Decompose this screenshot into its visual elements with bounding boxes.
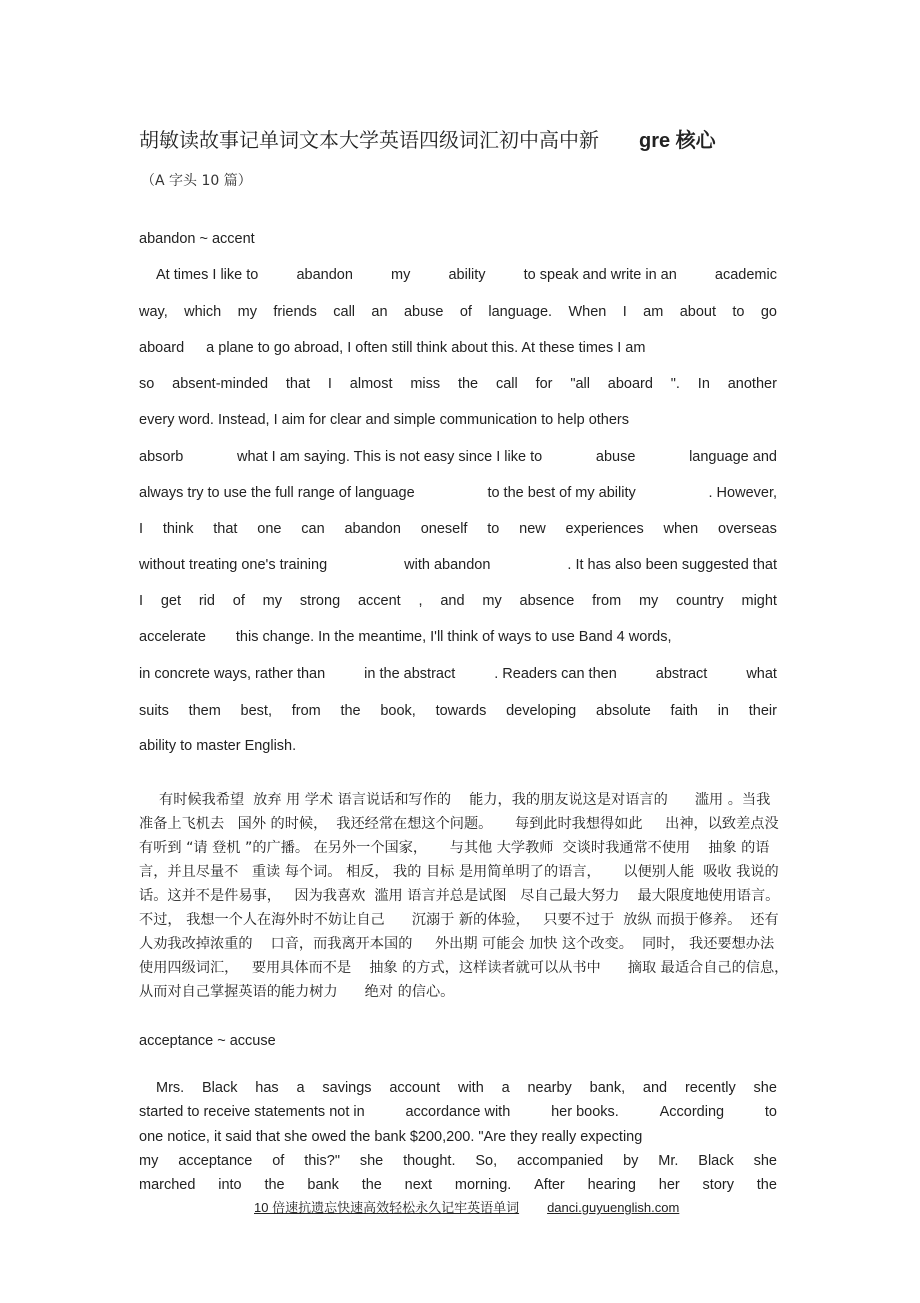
- text-segment: think: [162, 521, 194, 537]
- text-segment: abandon: [344, 521, 401, 537]
- text-segment: in the abstract: [364, 666, 456, 682]
- text-segment: my: [482, 593, 502, 609]
- text-segment: always try to use the full range of language: [139, 485, 415, 501]
- text-segment: At times I like to: [156, 267, 259, 283]
- text-segment: has: [255, 1080, 279, 1096]
- text-segment: my: [237, 304, 257, 320]
- text-segment: Mrs.: [156, 1080, 185, 1096]
- chinese-line: 准备上飞机去 国外 的时候， 我还经常在想这个问题。 每到此时我想得如此 出神，以致差点没: [139, 816, 779, 832]
- text-segment: faith: [670, 703, 698, 719]
- text-segment: story: [702, 1177, 734, 1193]
- text-segment: to the best of my ability: [487, 485, 636, 501]
- title-main: 胡敏读故事记单词文本大学英语四级词汇初中高中新: [139, 128, 599, 152]
- text-line: [139, 666, 777, 682]
- text-segment: oneself: [420, 521, 468, 537]
- text-segment: to: [732, 304, 745, 320]
- chinese-line: 言，并且尽量不 重读 每个词。 相反， 我的 目标 是用简单明了的语言， 以便别人能 吸收 我说的: [139, 864, 779, 880]
- text-segment: to: [764, 1104, 777, 1120]
- text-segment: acceptance: [178, 1153, 253, 1169]
- text-segment: Mr.: [658, 1153, 679, 1169]
- text-segment: them: [188, 703, 221, 719]
- text-segment: . It has also been suggested that: [567, 557, 777, 573]
- text-segment: ability to master English.: [139, 738, 297, 754]
- text-segment: what I am saying. This is not easy since I like to: [237, 449, 543, 465]
- text-segment: aboard: [139, 340, 185, 356]
- chinese-line: 有时候我希望 放弃 用 学术 语言说话和写作的 能力，我的朋友说这是对语言的 滥用 。当我: [159, 792, 771, 808]
- text-line: [139, 738, 777, 754]
- page-footer: [254, 1197, 679, 1216]
- text-segment: aboard: [607, 376, 653, 392]
- text-segment: almost: [349, 376, 393, 392]
- text-segment: to: [487, 521, 500, 537]
- text-segment: Black: [202, 1080, 238, 1096]
- text-segment: my: [391, 267, 411, 283]
- document-subtitle: （A 字头 10 篇）: [141, 173, 252, 189]
- text-segment: abandon: [296, 267, 353, 283]
- text-segment: of: [459, 304, 472, 320]
- text-segment: ".: [670, 376, 680, 392]
- text-segment: that: [213, 521, 238, 537]
- text-segment: When: [568, 304, 607, 320]
- text-segment: ability: [448, 267, 486, 283]
- text-segment: Black: [698, 1153, 734, 1169]
- text-segment: might: [741, 593, 777, 609]
- text-segment: when: [663, 521, 699, 537]
- text-line: [139, 629, 777, 645]
- text-segment: so: [139, 376, 155, 392]
- text-line: [156, 267, 777, 283]
- text-line: [139, 376, 777, 392]
- text-segment: in concrete ways, rather than: [139, 666, 326, 682]
- chinese-line: 从而对自己掌握英语的能力树力 绝对 的信心。: [139, 984, 455, 1000]
- text-line: [139, 521, 777, 537]
- text-segment: thought.: [403, 1153, 456, 1169]
- text-line: [139, 703, 777, 719]
- text-segment: . However,: [708, 485, 777, 501]
- text-segment: another: [727, 376, 777, 392]
- text-segment: absorb: [139, 449, 184, 465]
- text-segment: of: [232, 593, 245, 609]
- text-segment: which: [184, 304, 222, 320]
- text-segment: way,: [139, 304, 168, 320]
- text-line: [139, 1153, 777, 1169]
- text-segment: go: [760, 304, 777, 320]
- text-segment: the: [264, 1177, 285, 1193]
- text-segment: I: [139, 521, 144, 537]
- text-segment: morning.: [454, 1177, 512, 1193]
- text-segment: overseas: [718, 521, 777, 537]
- footer-text: 10 倍速抗遗忘快速高效轻松永久记牢英语单词: [254, 1200, 520, 1215]
- text-segment: she: [753, 1153, 777, 1169]
- text-segment: . Readers can then: [494, 666, 617, 682]
- text-segment: without treating one's training: [139, 557, 328, 573]
- text-segment: suits: [139, 703, 169, 719]
- text-segment: I: [327, 376, 332, 392]
- text-segment: experiences: [565, 521, 644, 537]
- text-segment: accent: [357, 593, 401, 609]
- text-segment: of: [272, 1153, 285, 1169]
- text-line: [156, 1080, 777, 1096]
- text-segment: the: [340, 703, 361, 719]
- text-line: [139, 1104, 777, 1120]
- text-segment: a plane to go abroad, I often still think about this. At these times I am: [206, 340, 646, 356]
- text-segment: I: [139, 593, 144, 609]
- text-segment: abstract: [655, 666, 708, 682]
- text-segment: a: [296, 1080, 305, 1096]
- text-segment: new: [519, 521, 546, 537]
- text-segment: with: [457, 1080, 484, 1096]
- text-segment: for: [535, 376, 553, 392]
- text-segment: language.: [488, 304, 553, 320]
- chinese-line: 使用四级词汇， 要用具体而不是 抽象 的方式，这样读者就可以从书中 摘取 最适合自己的信息，: [139, 960, 789, 976]
- text-segment: hearing: [587, 1177, 636, 1193]
- text-segment: my: [638, 593, 659, 609]
- section-heading: acceptance ~ accuse: [139, 1033, 276, 1049]
- text-segment: abuse: [595, 449, 636, 465]
- text-segment: call: [495, 376, 518, 392]
- text-segment: about: [679, 304, 716, 320]
- document-title: [139, 124, 716, 153]
- text-segment: absence: [519, 593, 575, 609]
- text-segment: and: [642, 1080, 668, 1096]
- text-line: [139, 304, 777, 320]
- text-segment: accelerate: [139, 629, 206, 645]
- text-line: [139, 449, 777, 465]
- text-segment: the: [457, 376, 479, 392]
- text-segment: my: [139, 1153, 159, 1169]
- title-gre: gre 核心: [639, 130, 716, 152]
- text-segment: miss: [410, 376, 441, 392]
- text-segment: her books.: [551, 1104, 619, 1120]
- text-segment: book,: [380, 703, 416, 719]
- text-segment: nearby: [527, 1080, 572, 1096]
- text-segment: "all: [570, 376, 590, 392]
- text-segment: the: [756, 1177, 777, 1193]
- text-segment: am: [643, 304, 664, 320]
- text-segment: academic: [714, 267, 777, 283]
- text-segment: into: [218, 1177, 242, 1193]
- text-segment: language and: [689, 449, 777, 465]
- text-segment: bank,: [589, 1080, 626, 1096]
- text-segment: According: [659, 1104, 725, 1120]
- chinese-line: 话。这并不是件易事， 因为我喜欢 滥用 语言并总是试图 尽自己最大努力 最大限度地使用语言。: [139, 888, 780, 904]
- text-line: [139, 557, 777, 573]
- text-line: [139, 1177, 777, 1193]
- text-line: [139, 485, 777, 501]
- text-line: [139, 1129, 777, 1145]
- text-segment: that: [285, 376, 311, 392]
- text-segment: to speak and write in an: [523, 267, 677, 283]
- text-segment: In: [697, 376, 710, 392]
- text-segment: one: [257, 521, 282, 537]
- text-segment: call: [333, 304, 356, 320]
- text-segment: by: [623, 1153, 639, 1169]
- text-segment: country: [676, 593, 724, 609]
- text-segment: marched: [139, 1177, 196, 1193]
- text-segment: in: [717, 703, 729, 719]
- text-segment: their: [748, 703, 777, 719]
- text-segment: my: [262, 593, 283, 609]
- text-segment: rid: [198, 593, 215, 609]
- text-segment: I: [622, 304, 627, 320]
- text-segment: this change. In the meantime, I'll think of ways to use Band 4 words,: [235, 629, 672, 645]
- text-segment: from: [592, 593, 622, 609]
- text-segment: developing: [506, 703, 577, 719]
- footer-url[interactable]: danci.guyuenglish.com: [547, 1200, 680, 1215]
- text-line: [139, 412, 777, 428]
- text-segment: After: [534, 1177, 565, 1193]
- text-segment: accompanied: [516, 1153, 604, 1169]
- text-segment: with abandon: [404, 557, 491, 573]
- text-segment: best,: [240, 703, 272, 719]
- text-segment: every word. Instead, I aim for clear and simple communication to help others: [139, 412, 630, 428]
- chinese-line: 不过， 我想一个人在海外时不妨让自己 沉溺于 新的体验， 只要不过于 放纵 而损于修养。 还有: [139, 912, 779, 928]
- text-segment: get: [160, 593, 182, 609]
- text-segment: what: [746, 666, 777, 682]
- text-segment: towards: [435, 703, 487, 719]
- text-segment: strong: [299, 593, 341, 609]
- text-segment: from: [291, 703, 321, 719]
- text-segment: recently: [684, 1080, 736, 1096]
- text-segment: absent-minded: [172, 376, 269, 392]
- text-segment: a: [501, 1080, 510, 1096]
- text-segment: she: [753, 1080, 777, 1096]
- text-segment: the: [361, 1177, 382, 1193]
- text-segment: account: [389, 1080, 441, 1096]
- section-heading: abandon ~ accent: [139, 231, 255, 247]
- text-segment: one notice, it said that she owed the bank $200,200. "Are they really expecting: [139, 1129, 643, 1145]
- text-segment: bank: [307, 1177, 339, 1193]
- text-segment: absolute: [595, 703, 651, 719]
- text-segment: she: [359, 1153, 384, 1169]
- text-segment: this?": [304, 1153, 340, 1169]
- text-segment: started to receive statements not in: [139, 1104, 365, 1120]
- text-segment: an: [371, 304, 388, 320]
- text-segment: abuse: [403, 304, 444, 320]
- text-segment: So,: [475, 1153, 498, 1169]
- text-segment: can: [301, 521, 325, 537]
- text-segment: her: [658, 1177, 680, 1193]
- chinese-line: 有听到 “请 登机 ”的广播。 在另外一个国家， 与其他 大学教师 交谈时我通常不使用 抽象 的语: [139, 840, 770, 856]
- text-segment: friends: [273, 304, 317, 320]
- text-segment: accordance with: [405, 1104, 511, 1120]
- text-segment: next: [404, 1177, 433, 1193]
- text-segment: ,: [418, 593, 423, 609]
- text-line: [139, 593, 777, 609]
- text-segment: savings: [322, 1080, 372, 1096]
- chinese-line: 人劝我改掉浓重的 口音，而我离开本国的 外出期 可能会 加快 这个改变。 同时， 我还要想办法: [139, 936, 775, 952]
- text-segment: and: [440, 593, 465, 609]
- text-line: [139, 340, 777, 356]
